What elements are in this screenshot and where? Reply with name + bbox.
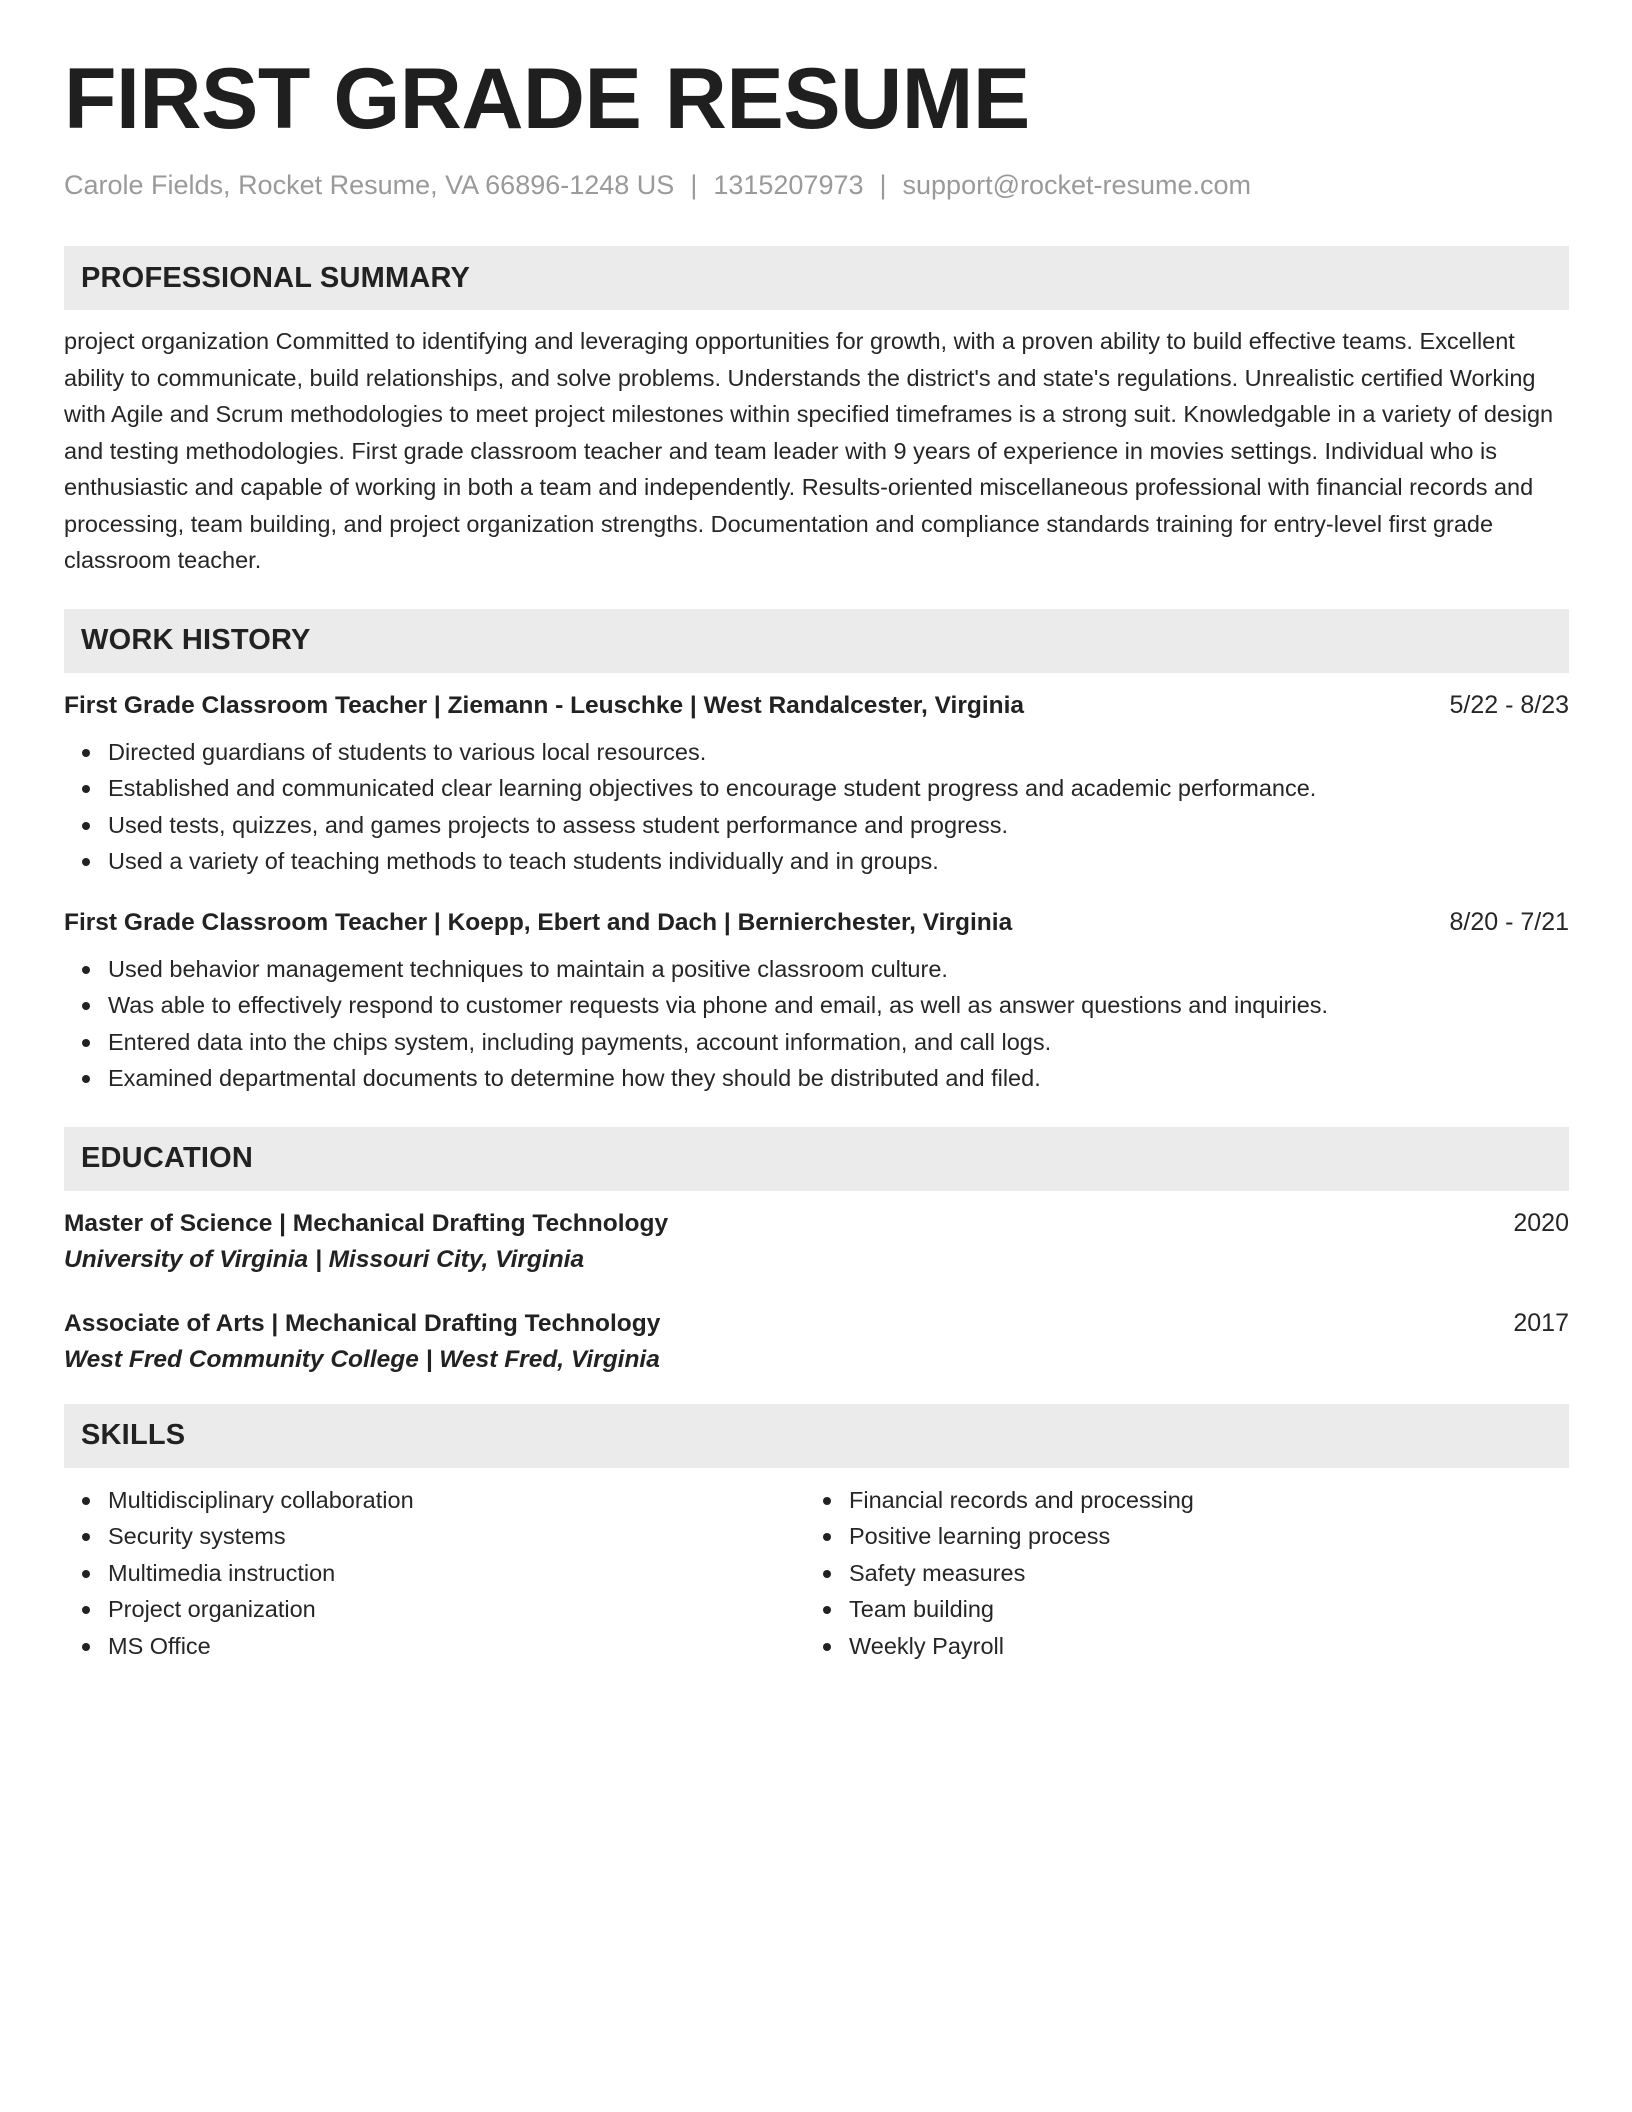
contact-line (64, 172, 1569, 199)
education-heading: EDUCATION (64, 1127, 1569, 1191)
list-item: Used behavior management techniques to maintain a positive classroom culture. (108, 951, 1569, 988)
contact-separator: | (879, 170, 887, 200)
skills-list (64, 1482, 1569, 1665)
contact-email: support@rocket-resume.com (902, 170, 1252, 200)
contact-separator: | (690, 170, 698, 200)
list-item: Used tests, quizzes, and games projects to assess student performance and progress. (108, 807, 1569, 844)
list-item: MS Office (108, 1628, 805, 1665)
contact-phone: 1315207973 (713, 170, 864, 200)
list-item: Examined departmental documents to determine how they should be distributed and filed. (108, 1060, 1569, 1097)
list-item: Team building (849, 1591, 1546, 1628)
job-bullets (64, 951, 1569, 1097)
job-title: First Grade Classroom Teacher | Koepp, Ebert and Dach | Bernierchester, Virginia (64, 908, 1013, 936)
summary-text: project organization Committed to identifying and leveraging opportunities for growth, with a proven ability to build effective teams. Excellent ability to communicate, build relationships, and solve problems. Understands the district's and state's regulations. Unrealistic certified Working with Agile and Scrum methodologies to meet project milestones within specified timeframes is a strong suit. Knowledgable in a variety of design and testing methodologies. First grade classroom teacher and team leader with 9 years of experience in movies settings. Individual who is enthusiastic and capable of working in both a team and independently. Results-oriented miscellaneous professional with financial records and processing, team building, and project organization strengths. Documentation and compliance standards training for entry-level first grade classroom teacher. (64, 328, 1554, 573)
list-item: Project organization (108, 1591, 805, 1628)
list-item: Safety measures (849, 1555, 1546, 1592)
list-item: Established and communicated clear learning objectives to encourage student progress and academic performance. (108, 770, 1569, 807)
resume-title: FIRST GRADE RESUME (64, 51, 1030, 147)
degree: Master of Science | Mechanical Drafting Technology (64, 1209, 669, 1237)
degree: Associate of Arts | Mechanical Drafting Technology (64, 1309, 661, 1337)
job-title: First Grade Classroom Teacher | Ziemann - Leuschke | West Randalcester, Virginia (64, 691, 1025, 719)
education-entry (64, 1209, 1569, 1274)
graduation-year: 2020 (1513, 1208, 1569, 1237)
job-header (64, 691, 1569, 720)
summary-heading: PROFESSIONAL SUMMARY (64, 246, 1569, 310)
education-entry (64, 1309, 1569, 1374)
job-dates: 8/20 - 7/21 (1449, 907, 1569, 936)
job-dates: 5/22 - 8/23 (1449, 690, 1569, 719)
list-item: Positive learning process (849, 1518, 1546, 1555)
skills-column-left (64, 1482, 805, 1665)
work-history-heading: WORK HISTORY (64, 609, 1569, 673)
school: West Fred Community College | West Fred, Virginia (64, 1345, 660, 1373)
job-entry (64, 908, 1569, 1097)
job-header (64, 908, 1569, 937)
list-item: Entered data into the chips system, including payments, account information, and call logs. (108, 1024, 1569, 1061)
contact-address: Carole Fields, Rocket Resume, VA 66896-1248 US (64, 170, 675, 200)
list-item: Directed guardians of students to various local resources. (108, 734, 1569, 771)
school: University of Virginia | Missouri City, Virginia (64, 1245, 585, 1273)
education-header (64, 1309, 1569, 1338)
list-item: Security systems (108, 1518, 805, 1555)
job-bullets (64, 734, 1569, 880)
list-item: Weekly Payroll (849, 1628, 1546, 1665)
list-item: Multimedia instruction (108, 1555, 805, 1592)
list-item: Financial records and processing (849, 1482, 1546, 1519)
graduation-year: 2017 (1513, 1308, 1569, 1337)
education-header (64, 1209, 1569, 1238)
skills-heading: SKILLS (64, 1404, 1569, 1468)
job-entry (64, 691, 1569, 880)
skills-column-right (805, 1482, 1546, 1665)
list-item: Was able to effectively respond to customer requests via phone and email, as well as answer questions and inquiries. (108, 987, 1569, 1024)
list-item: Multidisciplinary collaboration (108, 1482, 805, 1519)
list-item: Used a variety of teaching methods to teach students individually and in groups. (108, 843, 1569, 880)
